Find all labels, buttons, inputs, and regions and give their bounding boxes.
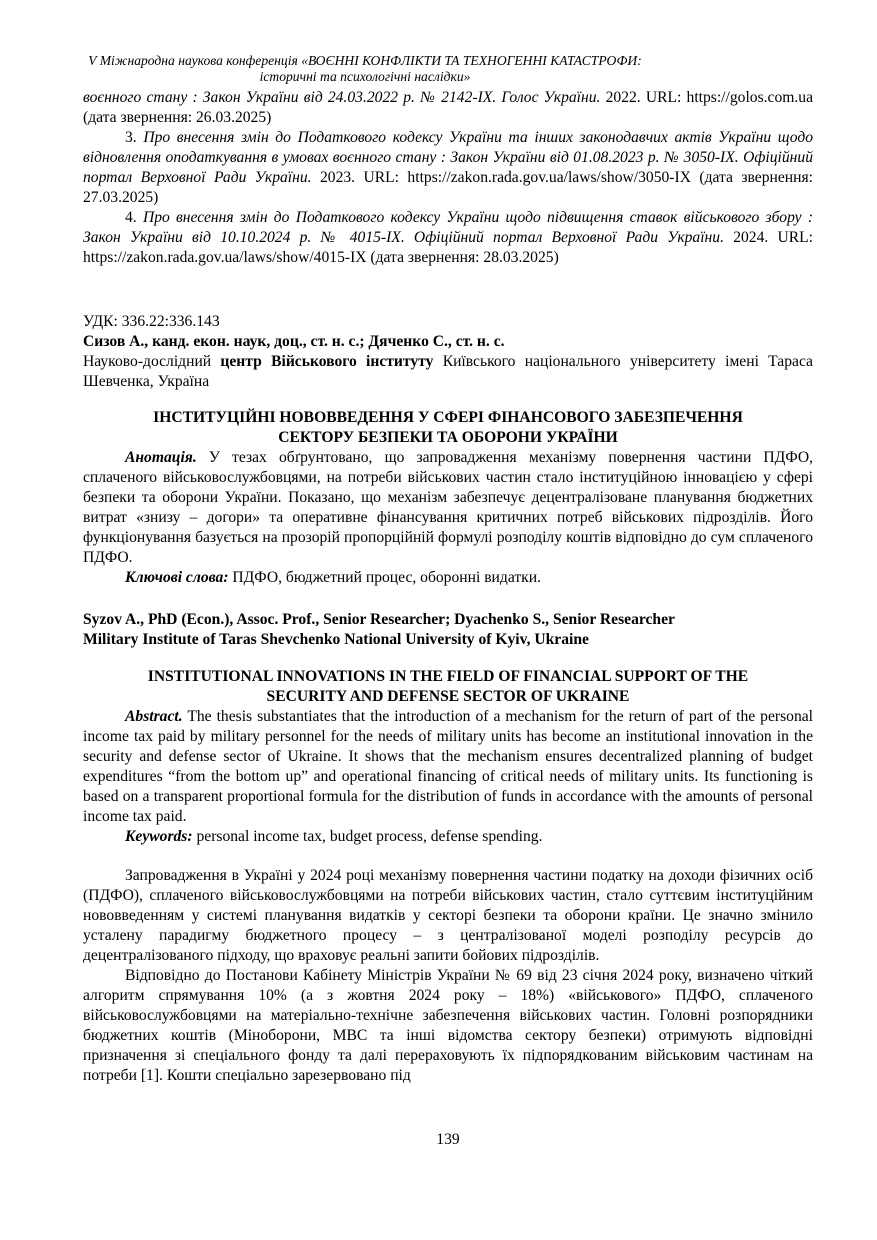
reference-4-number: 4. (125, 209, 143, 226)
keywords-en-label: Keywords: (125, 828, 193, 845)
reference-3 (83, 128, 813, 208)
body-paragraph-2: Відповідно до Постанови Кабінету Міністрів України № 69 від 23 січня 2024 року, визначено чіткий алгоритм спрямування 10% (а з жовтня 2024 року – 18%) «військового» ПДФО, сплаченого військовослужбовцями на матеріально-технічне забезпечення військових частин. Головні розпорядники бюджетних коштів (Міноборони, МВС та інші відомства сектору безпеки) отримують відповідні призначення зі спеціального фонду та далі перераховують їх підпорядкованим військовим частинам на потреби [1]. Кошти спеціально зарезервовано під (83, 967, 813, 1084)
references-block (83, 88, 813, 268)
affiliation-ua-bold: центр Військового інституту (220, 353, 434, 370)
keywords-ua-label: Ключові слова: (125, 569, 229, 586)
abstract-en-label: Abstract. (125, 708, 183, 725)
reference-4-plain: 2024. URL: https://zakon.rada.gov.ua/laws/show/4015-IX (дата звернення: 28.03.2025) (83, 229, 814, 266)
title-ua-block (83, 408, 813, 588)
body-paragraph-1: Запровадження в Україні у 2024 році механізму повернення частини податку на доходи фізичних осіб (ПДФО), сплаченого військовослужбовцями на потреби військових частин, стало суттєвим інституційним нововведенням у системі планування видатків у секторі безпеки та оборони країни. Це значно змінило усталену парадигму бюджетного процесу – з централізованої моделі розподілу ресурсів до децентралізованого підходу, що враховує реальні запити бойових підрозділів. (83, 867, 813, 964)
title-en-line2: SECURITY AND DEFENSE SECTOR OF UKRAINE (266, 688, 630, 705)
affiliation-ua (83, 352, 813, 392)
english-authors-block (83, 610, 813, 650)
affiliation-ua-pre: Науково-дослідний (83, 353, 221, 370)
udc-code: УДК: 336.22:336.143 (83, 313, 220, 330)
affiliation-en: Military Institute of Taras Shevchenko National University of Kyiv, Ukraine (83, 631, 589, 648)
authors-ua: Сизов А., канд. екон. наук, доц., ст. н. с.; Дяченко С., ст. н. с. (83, 333, 505, 350)
page-number: 139 (436, 1131, 460, 1148)
keywords-en (83, 827, 813, 847)
reference-4-italic: Про внесення змін до Податкового кодексу України щодо підвищення ставок військового збору : Закон України від 10.10.2024 р. № 4015-IX. Офіційний портал Верховної Ради України. (83, 209, 814, 246)
reference-3-plain: 2023. URL: https://zakon.rada.gov.ua/laws/show/3050-IX (дата звернення: 27.03.2025) (83, 169, 813, 206)
reference-2-italic: воєнного стану : Закон України від 24.03.2022 р. № 2142-IX. Голос України. (83, 89, 601, 106)
abstract-en (83, 707, 813, 827)
running-header (0, 53, 730, 85)
keywords-ua (83, 568, 813, 588)
title-en-line1: INSTITUTIONAL INNOVATIONS IN THE FIELD OF FINANCIAL SUPPORT OF THE (147, 668, 749, 685)
authors-en: Syzov A., PhD (Econ.), Assoc. Prof., Senior Researcher; Dyachenko S., Senior Researcher (83, 611, 675, 628)
ukrainian-section (83, 312, 813, 392)
title-en-block (83, 667, 813, 847)
reference-3-number: 3. (125, 129, 144, 146)
title-ua-line2: СЕКТОРУ БЕЗПЕКИ ТА ОБОРОНИ УКРАЇНИ (278, 429, 618, 446)
keywords-ua-text: ПДФО, бюджетний процес, оборонні видатки. (228, 569, 541, 586)
reference-2-continued (83, 88, 813, 128)
keywords-en-text: personal income tax, budget process, defense spending. (192, 828, 543, 845)
abstract-en-text: The thesis substantiates that the introduction of a mechanism for the return of part of the personal income tax paid by military personnel for the needs of military units has become an institutional innovation in the security and defense sector of Ukraine. It shows that the mechanism ensures decentralized planning of budget expenditures “from the bottom up” and operational financing of critical needs of military units. Its functioning is based on a transparent proportional formula for the distribution of funds in accordance with the amounts of personal income tax paid. (83, 708, 813, 825)
annotation-ua (83, 448, 813, 568)
affiliation-ua-post: Київського національного університету імені Тараса Шевченка, Україна (83, 353, 813, 390)
title-ua-line1: ІНСТИТУЦІЙНІ НОВОВВЕДЕННЯ У СФЕРІ ФІНАНСОВОГО ЗАБЕЗПЕЧЕННЯ (153, 409, 743, 426)
annotation-ua-text: У тезах обґрунтовано, що запровадження механізму повернення частини ПДФО, сплаченого військовослужбовцями, на потреби військових частин стало інституційною інновацією у сфері безпеки та оборони України. Показано, що механізм забезпечує децентралізоване планування бюджетних витрат «знизу – догори» та оперативне фінансування критичних потреб військових підрозділів. Його функціонування базується на прозорій пропорційній формулі розподілу коштів відповідно до сум сплаченого ПДФО. (83, 449, 813, 566)
reference-2-plain: 2022. URL: https://golos.com.ua (дата звернення: 26.03.2025) (83, 89, 813, 126)
reference-4 (83, 208, 813, 268)
running-header-line2: історичні та психологічні наслідки» (259, 69, 471, 84)
body-text (83, 866, 813, 1086)
annotation-ua-label: Анотація. (125, 449, 197, 466)
running-header-line1: V Міжнародна наукова конференція «ВОЄННІ КОНФЛІКТИ ТА ТЕХНОГЕННІ КАТАСТРОФИ: (88, 53, 642, 68)
reference-3-italic: Про внесення змін до Податкового кодексу України та інших законодавчих актів України щодо відновлення оподаткування в умовах воєнного стану : Закон України від 01.08.2023 р. № 3050-IX. Офіційний портал Верховної Ради України. (83, 129, 814, 186)
